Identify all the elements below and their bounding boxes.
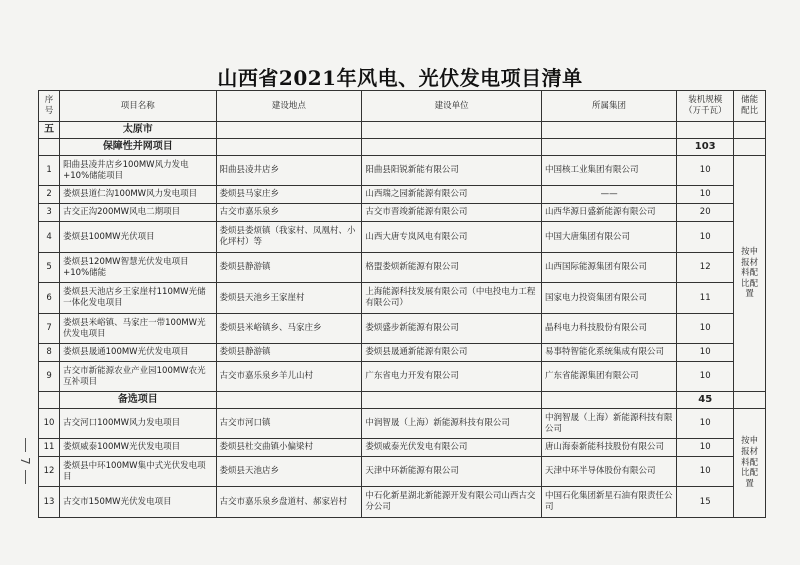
row-unit: 中润智晟（上海）新能源科技有限公司 xyxy=(362,409,542,439)
row-group: 山西国际能源集团有限公司 xyxy=(541,253,676,283)
row-unit: 天津中环新能源有限公司 xyxy=(362,457,542,487)
guaranteed-storage-note: 按申报材料配比配置 xyxy=(734,156,766,392)
row-name: 娄烦县100MW光伏项目 xyxy=(60,222,216,253)
row-group: 国家电力投资集团有限公司 xyxy=(541,283,676,314)
row-group: 中国石化集团新星石油有限责任公司 xyxy=(541,487,676,518)
table-row xyxy=(39,487,766,518)
row-group: 广东省能源集团有限公司 xyxy=(541,362,676,392)
header-unit: 建设单位 xyxy=(362,91,542,122)
row-location: 古交市嘉乐泉乡 xyxy=(216,204,362,222)
row-seq: 2 xyxy=(39,186,60,204)
row-capacity: 10 xyxy=(677,344,734,362)
guaranteed-total: 103 xyxy=(677,139,734,156)
section-name: 太原市 xyxy=(60,122,216,139)
header-storage: 储能配比 xyxy=(734,91,766,122)
table-row xyxy=(39,186,766,204)
row-seq: 9 xyxy=(39,362,60,392)
row-name: 古交正沟200MW风电二期项目 xyxy=(60,204,216,222)
row-name: 娄烦威泰100MW光伏发电项目 xyxy=(60,439,216,457)
row-seq: 7 xyxy=(39,314,60,344)
empty-cell xyxy=(734,139,766,156)
row-unit: 娄烦威泰光伏发电有限公司 xyxy=(362,439,542,457)
row-unit: 山西瑞之园新能源有限公司 xyxy=(362,186,542,204)
row-capacity: 11 xyxy=(677,283,734,314)
row-location: 娄烦县马家庄乡 xyxy=(216,186,362,204)
empty-cell xyxy=(734,122,766,139)
table-row xyxy=(39,222,766,253)
row-location: 娄烦县天池乡王家崖村 xyxy=(216,283,362,314)
row-name: 娄烦县120MW智慧光伏发电项目+10%储能 xyxy=(60,253,216,283)
table-row xyxy=(39,344,766,362)
row-group: 山西华源日盛新能源有限公司 xyxy=(541,204,676,222)
row-seq: 12 xyxy=(39,457,60,487)
backup-storage-note: 按申报材料配比配置 xyxy=(734,409,766,518)
backup-label: 备选项目 xyxy=(60,392,216,409)
backup-total: 45 xyxy=(677,392,734,409)
header-capacity: 装机规模（万千瓦） xyxy=(677,91,734,122)
empty-cell xyxy=(541,392,676,409)
table-row xyxy=(39,283,766,314)
row-capacity: 10 xyxy=(677,409,734,439)
row-location: 娄烦县杜交曲镇小偏梁村 xyxy=(216,439,362,457)
row-unit: 格盟娄烦新能源有限公司 xyxy=(362,253,542,283)
row-name: 娄烦县中环100MW集中式光伏发电项目 xyxy=(60,457,216,487)
empty-cell xyxy=(734,392,766,409)
section-row xyxy=(39,122,766,139)
row-capacity: 10 xyxy=(677,314,734,344)
empty-cell xyxy=(541,139,676,156)
row-unit: 阳曲县阳锐新能有限公司 xyxy=(362,156,542,186)
empty-cell xyxy=(362,122,542,139)
section-seq: 五 xyxy=(39,122,60,139)
empty-cell xyxy=(216,139,362,156)
row-capacity: 10 xyxy=(677,222,734,253)
table-row xyxy=(39,439,766,457)
row-name: 娄烦县米峪镇、马家庄一带100MW光伏发电项目 xyxy=(60,314,216,344)
header-seq: 序号 xyxy=(39,91,60,122)
header-location: 建设地点 xyxy=(216,91,362,122)
page-number-dash-top xyxy=(25,438,26,452)
row-group: 中润智晟（上海）新能源科技有限公司 xyxy=(541,409,676,439)
row-name: 娄烦县天池店乡王家崖村110MW光储一体化发电项目 xyxy=(60,283,216,314)
row-location: 阳曲县凌井店乡 xyxy=(216,156,362,186)
empty-cell xyxy=(39,139,60,156)
row-location: 娄烦县天池店乡 xyxy=(216,457,362,487)
row-name: 古交河口100MW风力发电项目 xyxy=(60,409,216,439)
row-group: 中国大唐集团有限公司 xyxy=(541,222,676,253)
row-location: 娄烦县静游镇 xyxy=(216,253,362,283)
row-capacity: 10 xyxy=(677,457,734,487)
row-capacity: 10 xyxy=(677,156,734,186)
page-number: 7 xyxy=(18,457,32,465)
row-seq: 11 xyxy=(39,439,60,457)
row-seq: 3 xyxy=(39,204,60,222)
table-header-row xyxy=(39,91,766,122)
document-title: 山西省2021年风电、光伏发电项目清单 xyxy=(217,66,583,90)
row-unit: 广东省电力开发有限公司 xyxy=(362,362,542,392)
table-row xyxy=(39,457,766,487)
row-location: 娄烦县静游镇 xyxy=(216,344,362,362)
backup-subtotal-row xyxy=(39,392,766,409)
row-unit: 中石化新星湖北新能源开发有限公司山西古交分公司 xyxy=(362,487,542,518)
page-number-dash-bottom xyxy=(25,470,26,484)
table-row xyxy=(39,409,766,439)
row-group: —— xyxy=(541,186,676,204)
table-row xyxy=(39,314,766,344)
empty-cell xyxy=(541,122,676,139)
row-group: 易事特智能化系统集成有限公司 xyxy=(541,344,676,362)
table-row xyxy=(39,362,766,392)
row-seq: 10 xyxy=(39,409,60,439)
row-unit: 娄烦县晟通新能源有限公司 xyxy=(362,344,542,362)
row-name: 娄烦县道仁沟100MW风力发电项目 xyxy=(60,186,216,204)
empty-cell xyxy=(216,122,362,139)
row-unit: 娄烦盛步新能源有限公司 xyxy=(362,314,542,344)
row-capacity: 10 xyxy=(677,439,734,457)
guaranteed-subtotal-row xyxy=(39,139,766,156)
row-name: 阳曲县凌井店乡100MW风力发电+10%储能项目 xyxy=(60,156,216,186)
row-seq: 1 xyxy=(39,156,60,186)
project-table xyxy=(38,90,766,518)
header-name: 项目名称 xyxy=(60,91,216,122)
header-group: 所属集团 xyxy=(541,91,676,122)
row-group: 天津中环半导体股份有限公司 xyxy=(541,457,676,487)
row-unit: 上海能源科技发展有限公司（中电投电力工程有限公司） xyxy=(362,283,542,314)
row-location: 古交市河口镇 xyxy=(216,409,362,439)
row-capacity: 10 xyxy=(677,186,734,204)
row-unit: 古交市晋竣新能源有限公司 xyxy=(362,204,542,222)
empty-cell xyxy=(362,139,542,156)
row-seq: 6 xyxy=(39,283,60,314)
row-location: 古交市嘉乐泉乡盘道村、郝家岩村 xyxy=(216,487,362,518)
row-group: 唐山海泰新能科技股份有限公司 xyxy=(541,439,676,457)
row-name: 古交市新能源农业产业园100MW农光互补项目 xyxy=(60,362,216,392)
row-name: 古交市150MW光伏发电项目 xyxy=(60,487,216,518)
page-number-marker xyxy=(16,436,34,486)
row-seq: 5 xyxy=(39,253,60,283)
row-seq: 4 xyxy=(39,222,60,253)
row-capacity: 20 xyxy=(677,204,734,222)
guaranteed-label: 保障性并网项目 xyxy=(60,139,216,156)
row-seq: 13 xyxy=(39,487,60,518)
row-seq: 8 xyxy=(39,344,60,362)
row-unit: 山西大唐专岚风电有限公司 xyxy=(362,222,542,253)
empty-cell xyxy=(39,392,60,409)
row-location: 娄烦县娄烦镇（我家村、凤凰村、小化坪村）等 xyxy=(216,222,362,253)
table-row xyxy=(39,204,766,222)
row-location: 娄烦县米峪镇乡、马家庄乡 xyxy=(216,314,362,344)
row-capacity: 15 xyxy=(677,487,734,518)
row-group: 中国核工业集团有限公司 xyxy=(541,156,676,186)
row-capacity: 12 xyxy=(677,253,734,283)
row-name: 娄烦县晟通100MW光伏发电项目 xyxy=(60,344,216,362)
empty-cell xyxy=(677,122,734,139)
row-group: 晶科电力科技股份有限公司 xyxy=(541,314,676,344)
row-capacity: 10 xyxy=(677,362,734,392)
row-location: 古交市嘉乐泉乡羊儿山村 xyxy=(216,362,362,392)
empty-cell xyxy=(216,392,362,409)
table-row xyxy=(39,253,766,283)
empty-cell xyxy=(362,392,542,409)
table-row xyxy=(39,156,766,186)
